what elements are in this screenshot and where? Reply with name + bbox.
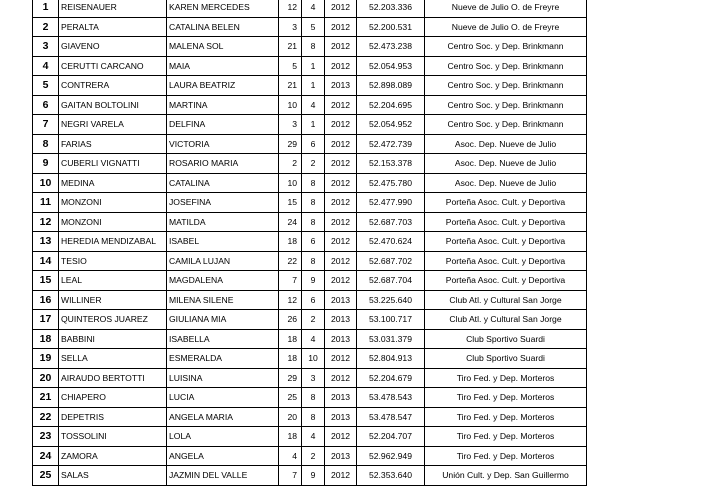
birth-day-cell: 21 (279, 37, 302, 57)
birth-day-cell: 21 (279, 76, 302, 96)
row-number: 10 (33, 173, 59, 193)
surname-cell: TOSSOLINI (59, 427, 167, 447)
surname-cell: SELLA (59, 349, 167, 369)
dni-cell: 52.472.739 (357, 134, 425, 154)
row-number: 9 (33, 154, 59, 174)
table-row (33, 251, 587, 271)
table-row (33, 466, 587, 486)
table-row (33, 173, 587, 193)
birth-year-cell: 2012 (325, 134, 357, 154)
first-name-cell: MARTINA (167, 95, 279, 115)
first-name-cell: VICTORIA (167, 134, 279, 154)
birth-year-cell: 2012 (325, 466, 357, 486)
first-name-cell: KAREN MERCEDES (167, 0, 279, 17)
table-row (33, 368, 587, 388)
birth-month-cell: 3 (302, 368, 325, 388)
first-name-cell: ANGELA (167, 446, 279, 466)
birth-month-cell: 8 (302, 173, 325, 193)
birth-month-cell: 8 (302, 407, 325, 427)
birth-year-cell: 2012 (325, 37, 357, 57)
row-number: 7 (33, 115, 59, 135)
dni-cell: 52.962.949 (357, 446, 425, 466)
dni-cell: 53.478.547 (357, 407, 425, 427)
table-row (33, 446, 587, 466)
birth-day-cell: 15 (279, 193, 302, 213)
surname-cell: ZAMORA (59, 446, 167, 466)
birth-month-cell: 6 (302, 290, 325, 310)
birth-year-cell: 2012 (325, 271, 357, 291)
table-row (33, 193, 587, 213)
row-number: 14 (33, 251, 59, 271)
birth-day-cell: 18 (279, 232, 302, 252)
players-table (32, 0, 587, 486)
surname-cell: PERALTA (59, 17, 167, 37)
dni-cell: 52.475.780 (357, 173, 425, 193)
birth-day-cell: 18 (279, 427, 302, 447)
table-row (33, 0, 587, 17)
table-row (33, 134, 587, 154)
surname-cell: MONZONI (59, 193, 167, 213)
club-cell: Tiro Fed. y Dep. Morteros (425, 368, 587, 388)
birth-day-cell: 26 (279, 310, 302, 330)
row-number: 25 (33, 466, 59, 486)
club-cell: Centro Soc. y Dep. Brinkmann (425, 76, 587, 96)
club-cell: Porteña Asoc. Cult. y Deportiva (425, 193, 587, 213)
birth-month-cell: 4 (302, 0, 325, 17)
birth-day-cell: 3 (279, 17, 302, 37)
birth-year-cell: 2012 (325, 115, 357, 135)
row-number: 6 (33, 95, 59, 115)
dni-cell: 52.153.378 (357, 154, 425, 174)
club-cell: Tiro Fed. y Dep. Morteros (425, 446, 587, 466)
birth-day-cell: 4 (279, 446, 302, 466)
row-number: 21 (33, 388, 59, 408)
row-number: 15 (33, 271, 59, 291)
club-cell: Porteña Asoc. Cult. y Deportiva (425, 212, 587, 232)
first-name-cell: ROSARIO MARIA (167, 154, 279, 174)
surname-cell: HEREDIA MENDIZABAL (59, 232, 167, 252)
table-row (33, 76, 587, 96)
birth-month-cell: 2 (302, 310, 325, 330)
birth-month-cell: 9 (302, 466, 325, 486)
first-name-cell: MALENA SOL (167, 37, 279, 57)
birth-year-cell: 2012 (325, 212, 357, 232)
birth-month-cell: 2 (302, 446, 325, 466)
birth-year-cell: 2012 (325, 95, 357, 115)
dni-cell: 53.478.543 (357, 388, 425, 408)
club-cell: Nueve de Julio O. de Freyre (425, 17, 587, 37)
birth-month-cell: 8 (302, 193, 325, 213)
birth-month-cell: 5 (302, 17, 325, 37)
row-number: 2 (33, 17, 59, 37)
birth-month-cell: 1 (302, 115, 325, 135)
birth-month-cell: 6 (302, 232, 325, 252)
surname-cell: MEDINA (59, 173, 167, 193)
table-row (33, 271, 587, 291)
first-name-cell: CAMILA LUJAN (167, 251, 279, 271)
birth-month-cell: 1 (302, 56, 325, 76)
birth-year-cell: 2012 (325, 56, 357, 76)
surname-cell: REISENAUER (59, 0, 167, 17)
birth-day-cell: 24 (279, 212, 302, 232)
club-cell: Porteña Asoc. Cult. y Deportiva (425, 251, 587, 271)
surname-cell: DEPETRIS (59, 407, 167, 427)
first-name-cell: MILENA SILENE (167, 290, 279, 310)
first-name-cell: JAZMIN DEL VALLE (167, 466, 279, 486)
club-cell: Tiro Fed. y Dep. Morteros (425, 388, 587, 408)
surname-cell: SALAS (59, 466, 167, 486)
first-name-cell: LUCIA (167, 388, 279, 408)
first-name-cell: ANGELA MARIA (167, 407, 279, 427)
birth-month-cell: 2 (302, 154, 325, 174)
birth-day-cell: 18 (279, 349, 302, 369)
dni-cell: 53.031.379 (357, 329, 425, 349)
club-cell: Centro Soc. y Dep. Brinkmann (425, 115, 587, 135)
club-cell: Porteña Asoc. Cult. y Deportiva (425, 232, 587, 252)
club-cell: Tiro Fed. y Dep. Morteros (425, 427, 587, 447)
birth-day-cell: 12 (279, 290, 302, 310)
first-name-cell: GIULIANA MIA (167, 310, 279, 330)
birth-year-cell: 2012 (325, 427, 357, 447)
row-number: 4 (33, 56, 59, 76)
birth-month-cell: 8 (302, 251, 325, 271)
surname-cell: TESIO (59, 251, 167, 271)
club-cell: Centro Soc. y Dep. Brinkmann (425, 56, 587, 76)
birth-month-cell: 4 (302, 95, 325, 115)
birth-day-cell: 29 (279, 134, 302, 154)
table-row (33, 115, 587, 135)
birth-year-cell: 2013 (325, 407, 357, 427)
club-cell: Asoc. Dep. Nueve de Julio (425, 173, 587, 193)
row-number: 17 (33, 310, 59, 330)
dni-cell: 52.204.695 (357, 95, 425, 115)
table-row (33, 37, 587, 57)
surname-cell: CONTRERA (59, 76, 167, 96)
dni-cell: 52.203.336 (357, 0, 425, 17)
surname-cell: BABBINI (59, 329, 167, 349)
table-row (33, 212, 587, 232)
birth-year-cell: 2012 (325, 251, 357, 271)
birth-day-cell: 7 (279, 466, 302, 486)
row-number: 1 (33, 0, 59, 17)
surname-cell: NEGRI VARELA (59, 115, 167, 135)
first-name-cell: MAIA (167, 56, 279, 76)
club-cell: Tiro Fed. y Dep. Morteros (425, 407, 587, 427)
birth-year-cell: 2013 (325, 310, 357, 330)
birth-year-cell: 2013 (325, 446, 357, 466)
table-row (33, 232, 587, 252)
row-number: 16 (33, 290, 59, 310)
surname-cell: WILLINER (59, 290, 167, 310)
club-cell: Centro Soc. y Dep. Brinkmann (425, 37, 587, 57)
birth-month-cell: 8 (302, 388, 325, 408)
first-name-cell: CATALINA (167, 173, 279, 193)
dni-cell: 53.100.717 (357, 310, 425, 330)
surname-cell: FARIAS (59, 134, 167, 154)
row-number: 12 (33, 212, 59, 232)
club-cell: Club Sportivo Suardi (425, 329, 587, 349)
birth-month-cell: 10 (302, 349, 325, 369)
birth-month-cell: 4 (302, 329, 325, 349)
table-row (33, 290, 587, 310)
club-cell: Porteña Asoc. Cult. y Deportiva (425, 271, 587, 291)
dni-cell: 52.687.703 (357, 212, 425, 232)
first-name-cell: LUISINA (167, 368, 279, 388)
surname-cell: MONZONI (59, 212, 167, 232)
dni-cell: 52.687.702 (357, 251, 425, 271)
table-row (33, 407, 587, 427)
club-cell: Club Sportivo Suardi (425, 349, 587, 369)
birth-day-cell: 18 (279, 329, 302, 349)
dni-cell: 52.200.531 (357, 17, 425, 37)
club-cell: Asoc. Dep. Nueve de Julio (425, 154, 587, 174)
surname-cell: QUINTEROS JUAREZ (59, 310, 167, 330)
birth-year-cell: 2013 (325, 76, 357, 96)
birth-year-cell: 2012 (325, 349, 357, 369)
birth-year-cell: 2013 (325, 388, 357, 408)
dni-cell: 52.054.953 (357, 56, 425, 76)
birth-month-cell: 1 (302, 76, 325, 96)
birth-year-cell: 2012 (325, 232, 357, 252)
row-number: 8 (33, 134, 59, 154)
table-row (33, 17, 587, 37)
first-name-cell: DELFINA (167, 115, 279, 135)
row-number: 13 (33, 232, 59, 252)
birth-year-cell: 2012 (325, 154, 357, 174)
birth-day-cell: 29 (279, 368, 302, 388)
birth-year-cell: 2012 (325, 17, 357, 37)
table-body (33, 0, 587, 485)
row-number: 19 (33, 349, 59, 369)
club-cell: Club Atl. y Cultural San Jorge (425, 290, 587, 310)
dni-cell: 52.204.707 (357, 427, 425, 447)
birth-day-cell: 10 (279, 95, 302, 115)
dni-cell: 52.353.640 (357, 466, 425, 486)
first-name-cell: MATILDA (167, 212, 279, 232)
birth-day-cell: 22 (279, 251, 302, 271)
table-row (33, 349, 587, 369)
table-row (33, 388, 587, 408)
table-row (33, 427, 587, 447)
birth-year-cell: 2012 (325, 193, 357, 213)
first-name-cell: LAURA BEATRIZ (167, 76, 279, 96)
first-name-cell: CATALINA BELEN (167, 17, 279, 37)
row-number: 20 (33, 368, 59, 388)
row-number: 24 (33, 446, 59, 466)
birth-year-cell: 2012 (325, 368, 357, 388)
club-cell: Nueve de Julio O. de Freyre (425, 0, 587, 17)
surname-cell: GIAVENO (59, 37, 167, 57)
birth-year-cell: 2013 (325, 329, 357, 349)
row-number: 18 (33, 329, 59, 349)
dni-cell: 52.804.913 (357, 349, 425, 369)
table-row (33, 56, 587, 76)
dni-cell: 52.898.089 (357, 76, 425, 96)
first-name-cell: ISABELLA (167, 329, 279, 349)
row-number: 3 (33, 37, 59, 57)
birth-day-cell: 25 (279, 388, 302, 408)
dni-cell: 52.687.704 (357, 271, 425, 291)
table-row (33, 154, 587, 174)
table-row (33, 329, 587, 349)
birth-day-cell: 7 (279, 271, 302, 291)
first-name-cell: JOSEFINA (167, 193, 279, 213)
club-cell: Centro Soc. y Dep. Brinkmann (425, 95, 587, 115)
birth-day-cell: 2 (279, 154, 302, 174)
first-name-cell: LOLA (167, 427, 279, 447)
club-cell: Asoc. Dep. Nueve de Julio (425, 134, 587, 154)
first-name-cell: ESMERALDA (167, 349, 279, 369)
birth-month-cell: 8 (302, 37, 325, 57)
dni-cell: 52.473.238 (357, 37, 425, 57)
birth-day-cell: 12 (279, 0, 302, 17)
dni-cell: 52.477.990 (357, 193, 425, 213)
surname-cell: CUBERLI VIGNATTI (59, 154, 167, 174)
surname-cell: CERUTTI CARCANO (59, 56, 167, 76)
surname-cell: LEAL (59, 271, 167, 291)
row-number: 5 (33, 76, 59, 96)
birth-month-cell: 4 (302, 427, 325, 447)
birth-year-cell: 2013 (325, 290, 357, 310)
birth-year-cell: 2012 (325, 173, 357, 193)
dni-cell: 52.470.624 (357, 232, 425, 252)
table-row (33, 95, 587, 115)
birth-month-cell: 8 (302, 212, 325, 232)
table-row (33, 310, 587, 330)
birth-day-cell: 5 (279, 56, 302, 76)
birth-day-cell: 10 (279, 173, 302, 193)
dni-cell: 53.225.640 (357, 290, 425, 310)
birth-day-cell: 3 (279, 115, 302, 135)
birth-month-cell: 6 (302, 134, 325, 154)
club-cell: Unión Cult. y Dep. San Guillermo (425, 466, 587, 486)
dni-cell: 52.054.952 (357, 115, 425, 135)
first-name-cell: ISABEL (167, 232, 279, 252)
row-number: 11 (33, 193, 59, 213)
row-number: 23 (33, 427, 59, 447)
birth-day-cell: 20 (279, 407, 302, 427)
dni-cell: 52.204.679 (357, 368, 425, 388)
first-name-cell: MAGDALENA (167, 271, 279, 291)
surname-cell: AIRAUDO BERTOTTI (59, 368, 167, 388)
row-number: 22 (33, 407, 59, 427)
club-cell: Club Atl. y Cultural San Jorge (425, 310, 587, 330)
surname-cell: CHIAPERO (59, 388, 167, 408)
surname-cell: GAITAN BOLTOLINI (59, 95, 167, 115)
birth-month-cell: 9 (302, 271, 325, 291)
birth-year-cell: 2012 (325, 0, 357, 17)
